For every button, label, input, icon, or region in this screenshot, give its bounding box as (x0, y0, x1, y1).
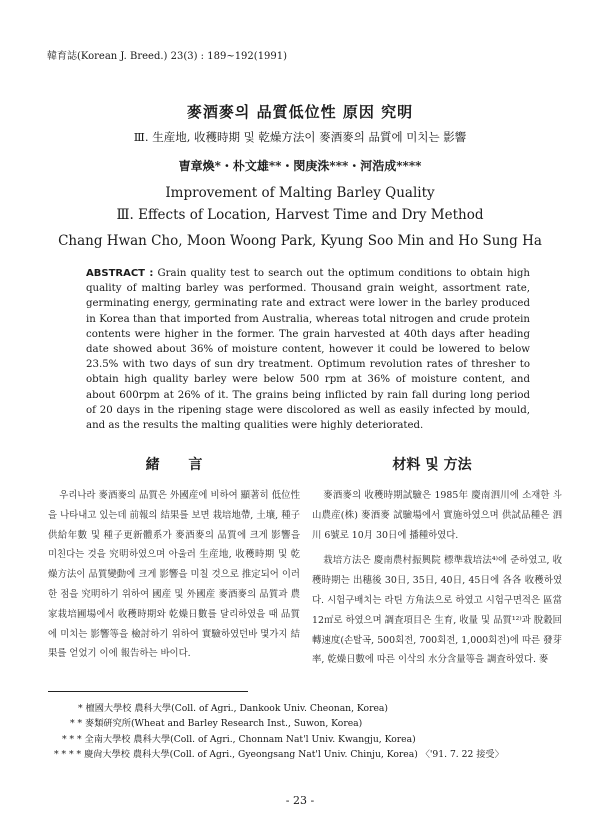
methods-column (312, 486, 562, 670)
subtitle-korean: Ⅲ. 生産地, 收穫時期 및 乾燥方法이 麥酒麥의 品質에 미치는 影響 (133, 130, 467, 144)
abstract-text: Grain quality test to search out the optimum conditions to obtain high quality of malting barley was performed. Thousand grain weight, assortment rate, germinating energy, germinating rate and extract were lower in the barley produced in Korea than that imported from Australia, whereas total nitrogen and crude protein contents were higher in the former. The grain harvested at 40th days after heading date showed about 36% of moisture content, however it could be lowered to below 23.5% with two days of sun dry treatment. Optimum revolution rates of thresher to obtain high quality barley were below 500 rpm at 36% of moisture content, and about 600rpm at 26% of it. The grains being inflicted by rain fall during long period of 20 days in the ripening stage were discolored as well as easily infected by mould, and as the results the malting qualities were highly deteriorated. (86, 268, 530, 432)
footnote-4 (48, 747, 568, 762)
footnote-text: 麥類硏究所(Wheat and Barley Research Inst., Suwon, Korea) (85, 718, 363, 730)
footnote-2 (48, 716, 568, 731)
section-heading-introduction: 緒 言 (145, 457, 215, 473)
methods-paragraph-2: 栽培方法은 慶南農村振興院 標準栽培法⁴⁾에 준하였고, 收穫時期는 出穗後 30日, 35日, 40日, 45日에 各各 收穫하였다. 시험구배치는 라틴 方角法으로 하였고 시험구면적은 區當 12㎡로 하였으며 調査項目은 生育, 收量 및 品質¹²⁾과 脫穀回轉速度(손탈곡, 500회전, 700회전, 1,000회전)에 따른 發芽率, 乾燥日數에 따른 이삭의 水分含量等을 調査하였다. 麥 (312, 555, 562, 666)
footnotes (48, 701, 568, 763)
footnote-mark: * * * (62, 733, 82, 745)
title-english: Improvement of Malting Barley Quality (165, 185, 435, 201)
footnote-3 (48, 732, 568, 747)
authors-english: Chang Hwan Cho, Moon Woong Park, Kyung Soo Min and Ho Sung Ha (58, 233, 542, 249)
footnote-mark: * (78, 703, 83, 714)
footnote-mark: * * (70, 718, 83, 730)
journal-header: 韓育誌(Korean J. Breed.) 23(3) : 189~192(1991) (47, 51, 288, 62)
abstract-label: ABSTRACT : (86, 268, 154, 279)
footnote-text: 慶尙大學校 農科大學(Coll. of Agri., Gyeongsang Nat'l Univ. Chinju, Korea) 〈'91. 7. 22 接受〉 (84, 749, 504, 761)
introduction-column (48, 486, 300, 664)
authors-korean: 曺章煥*・朴文雄**・閔庚洙***・河浩成**** (178, 159, 422, 173)
page-number: - 23 - (285, 794, 315, 807)
introduction-paragraph: 우리나라 麥酒麥의 品質은 外國産에 비하여 顯著히 低位性을 나타내고 있는데 前報의 結果를 보면 栽培地帶, 土壤, 種子供給年數 및 種子更新體系가 麥酒麥의 品質에 크게 影響을 미친다는 것을 究明하였으며 아울러 生産地, 收穫時期 및 乾燥方法이 品質變動에 크게 影響을 미칠 것으로 推定되어 이러한 점을 究明하기 위하여 國産 및 外國産 麥酒麥의 品質과 農家栽培圃場에서 收穫時期와 乾燥日數를 달리하였을 때 品質에 미치는 影響等을 檢討하기 위하여 實驗하였던바 몇가지 結果를 얻었기 이에 報告하는 바이다. (48, 490, 300, 660)
section-heading-methods: 材料 및 方法 (392, 457, 472, 473)
footnote-divider (48, 691, 248, 692)
footnote-text: 檀國大學校 農科大學(Coll. of Agri., Dankook Univ. Cheonan, Korea) (85, 703, 388, 714)
abstract (86, 266, 530, 433)
title-korean: 麥酒麥의 品質低位性 原因 究明 (186, 103, 414, 121)
footnote-1 (48, 701, 568, 716)
methods-paragraph-1: 麥酒麥의 收穫時期試驗은 1985年 慶南泗川에 소재한 斗山農産(株) 麥酒麥 試驗場에서 實施하였으며 供試品種은 泗川 6號로 10月 30日에 播種하였다. (312, 490, 562, 541)
footnote-mark: * * * * (54, 749, 82, 761)
footnote-text: 全南大學校 農科大學(Coll. of Agri., Chonnam Nat'l Univ. Kwangju, Korea) (84, 733, 416, 745)
subtitle-english: Ⅲ. Effects of Location, Harvest Time and Dry Method (116, 207, 484, 223)
